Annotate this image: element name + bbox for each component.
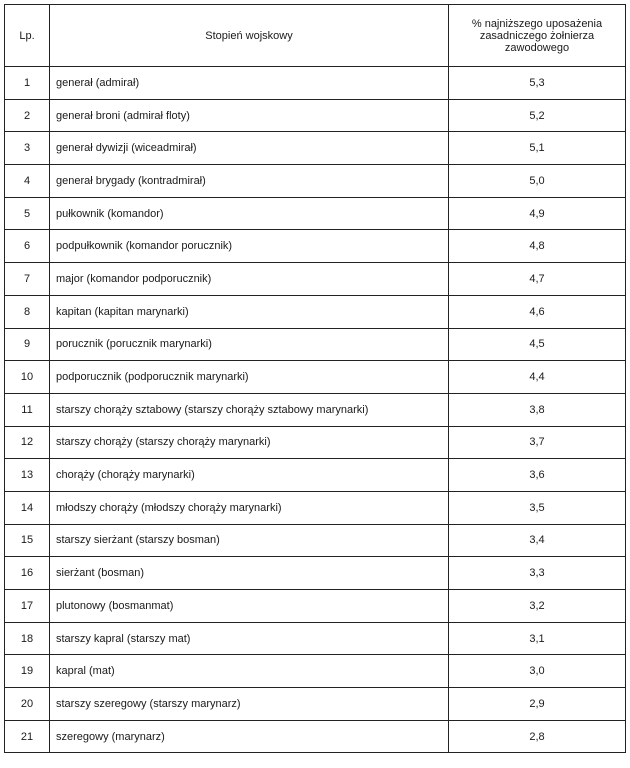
row-number: 7 [5,263,50,296]
table-row [5,590,626,623]
table-header [5,5,626,67]
row-number: 15 [5,524,50,557]
rank-name: starszy szeregowy (starszy marynarz) [50,688,449,721]
table-row [5,655,626,688]
table-row [5,361,626,394]
salary-percent: 3,3 [449,557,626,590]
rank-name: kapitan (kapitan marynarki) [50,295,449,328]
rank-name: generał (admirał) [50,67,449,100]
table-body [5,67,626,753]
rank-name: major (komandor podporucznik) [50,263,449,296]
table-row [5,165,626,198]
salary-percent: 3,6 [449,459,626,492]
row-number: 11 [5,393,50,426]
salary-percent: 4,6 [449,295,626,328]
row-number: 3 [5,132,50,165]
row-number: 21 [5,720,50,753]
salary-percent: 4,8 [449,230,626,263]
row-number: 10 [5,361,50,394]
salary-percent: 5,1 [449,132,626,165]
salary-percent: 4,5 [449,328,626,361]
row-number: 1 [5,67,50,100]
salary-percent: 4,7 [449,263,626,296]
rank-name: młodszy chorąży (młodszy chorąży marynarki) [50,491,449,524]
rank-name: sierżant (bosman) [50,557,449,590]
rank-name: porucznik (porucznik marynarki) [50,328,449,361]
table-row [5,491,626,524]
salary-percent: 3,0 [449,655,626,688]
table-row [5,132,626,165]
table-row [5,688,626,721]
rank-name: podporucznik (podporucznik marynarki) [50,361,449,394]
row-number: 14 [5,491,50,524]
row-number: 19 [5,655,50,688]
table-row [5,557,626,590]
row-number: 6 [5,230,50,263]
rank-name: starszy sierżant (starszy bosman) [50,524,449,557]
table-row [5,426,626,459]
salary-percent: 3,8 [449,393,626,426]
table-row [5,524,626,557]
header-row [5,5,626,67]
salary-percent: 3,7 [449,426,626,459]
table-row [5,230,626,263]
row-number: 2 [5,99,50,132]
row-number: 5 [5,197,50,230]
row-number: 18 [5,622,50,655]
rank-name: starszy kapral (starszy mat) [50,622,449,655]
table-row [5,393,626,426]
rank-name: plutonowy (bosmanmat) [50,590,449,623]
salary-percent: 3,2 [449,590,626,623]
table-row [5,295,626,328]
rank-name: pułkownik (komandor) [50,197,449,230]
rank-name: szeregowy (marynarz) [50,720,449,753]
table-row [5,328,626,361]
rank-salary-table [4,4,626,753]
rank-name: generał brygady (kontradmirał) [50,165,449,198]
table-row [5,263,626,296]
salary-percent: 3,5 [449,491,626,524]
salary-percent: 5,2 [449,99,626,132]
rank-name: starszy chorąży sztabowy (starszy chorąży sztabowy marynarki) [50,393,449,426]
salary-percent: 5,3 [449,67,626,100]
table-row [5,622,626,655]
row-number: 9 [5,328,50,361]
row-number: 4 [5,165,50,198]
rank-name: starszy chorąży (starszy chorąży marynarki) [50,426,449,459]
salary-percent: 4,4 [449,361,626,394]
row-number: 8 [5,295,50,328]
salary-percent: 5,0 [449,165,626,198]
table-row [5,720,626,753]
salary-percent: 3,1 [449,622,626,655]
row-number: 17 [5,590,50,623]
table-row [5,459,626,492]
table-row [5,67,626,100]
row-number: 13 [5,459,50,492]
header-rank: Stopień wojskowy [50,5,449,67]
header-percent: % najniższego uposażenia zasadniczego żołnierza zawodowego [449,5,626,67]
header-lp: Lp. [5,5,50,67]
salary-percent: 2,8 [449,720,626,753]
rank-name: kapral (mat) [50,655,449,688]
rank-name: chorąży (chorąży marynarki) [50,459,449,492]
rank-name: podpułkownik (komandor porucznik) [50,230,449,263]
salary-percent: 2,9 [449,688,626,721]
salary-percent: 4,9 [449,197,626,230]
table-row [5,197,626,230]
row-number: 16 [5,557,50,590]
rank-name: generał broni (admirał floty) [50,99,449,132]
row-number: 20 [5,688,50,721]
row-number: 12 [5,426,50,459]
rank-name: generał dywizji (wiceadmirał) [50,132,449,165]
table-row [5,99,626,132]
salary-percent: 3,4 [449,524,626,557]
